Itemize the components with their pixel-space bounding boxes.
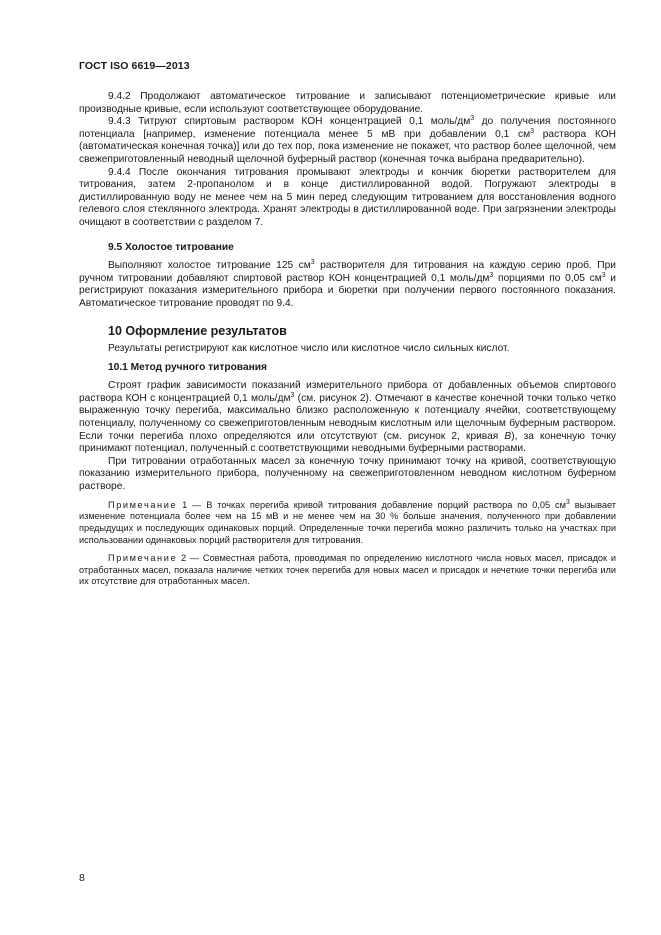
paragraph-10: Результаты регистрируют как кислотное число или кислотное число сильных кислот. xyxy=(108,343,510,355)
section-heading-10-1: 10.1 Метод ручного титрования xyxy=(108,361,267,373)
note-2: Примечание 2 — Совместная работа, проводимая по определению кислотного числа новых масел, присадок и отработанных масел, показала наличие четких точек перегиба для новых масел и присадок и нечеткие точки перегиба или их отсутствие для отработанных масел. xyxy=(79,552,616,587)
paragraph-9-4-3: 9.4.3 Титруют спиртовым раствором КОН концентрацией 0,1 моль/$дм^3$ до получения постоянного потенциала [например, изменение потенциала менее 5 мВ при добавлении 0,1 $см^3$ раствора КОН (автоматическая конечная точка)] или до тех пор, пока изменение не покажет, что раствор более щелочной, чем свежеприготовленный неводный щелочной буферный раствор (конечная точка выбрана предварительно). xyxy=(79,115,616,165)
note-label: Примечание xyxy=(108,552,178,563)
paragraph-9-5: Выполняют холостое титрование 125 $см^3$ растворителя для титрования на каждую серию проб. При ручном титровании добавляют спиртовой раствор КОН концентрацией 0,1 моль/$дм^3$ порциями по 0,05 $см^3$ и регистрируют показания измерительного прибора и бюретки при получении первого постоянного показания. Автоматическое титрование проводят по 9.4. xyxy=(79,259,616,309)
document-body xyxy=(79,91,616,588)
section-heading-10: 10 Оформление результатов xyxy=(108,323,287,338)
paragraph-10-1-a: Строят график зависимости показаний измерительного прибора от добавленных объемов спиртового раствора КОН с концентрацией 0,1 моль/$дм^3$ (см. рисунок 2). Отмечают в качестве конечной точки только четко выраженную точку перегиба, максимально близко расположенную к потенциалу ячейки, соответствующему потенциалу, полученному со свежеприготовленным неводным кислотным или щелочным буферным раствором. Если точки перегиба плохо определяются или отсутствуют (см. рисунок 2, кривая B), за конечную точку принимают потенциал, полученный с соответствующими неводными буферными растворами. xyxy=(79,380,616,455)
section-heading-9-5: 9.5 Холостое титрование xyxy=(108,241,234,253)
page-header-standard-id: ГОСТ ISO 6619—2013 xyxy=(79,60,190,72)
page-number: 8 xyxy=(79,872,85,884)
paragraph-9-4-4: 9.4.4 После окончания титрования промывают электроды и кончик бюретки растворителем для титрования, затем 2-пропанолом и в конце дистиллированной водой. Погружают электроды в дистиллированную воду не менее чем на 5 мин перед следующим титрованием для восстановления водного гелевого слоя стеклянного электрода. Хранят электроды в дистиллированной воде. При загрязнении электроды очищают в соответствии с разделом 7. xyxy=(79,166,616,228)
paragraph-10-1-b: При титровании отработанных масел за конечную точку принимают точку на кривой, соответствующую показанию измерительного прибора, полученному на свежеприготовленном неводном кислотном буферном растворе. xyxy=(79,455,616,493)
note-1: Примечание 1 — В точках перегиба кривой титрования добавление порций раствора по 0,05 $см^3$ вызывает изменение потенциала более чем на 15 мВ и не менее чем на 30 % больше значения, полученного при добавлении предыдущих и последующих одинаковых порций. Определенные точки перегиба можно различить только на участках при использовании одинаковых порций растворителя для титрования. xyxy=(79,498,616,546)
note-label: Примечание xyxy=(108,499,178,510)
paragraph-9-4-2: 9.4.2 Продолжают автоматическое титрование и записывают потенциометрические кривые или производные кривые, если используют соответствующее оборудование. xyxy=(79,91,616,115)
